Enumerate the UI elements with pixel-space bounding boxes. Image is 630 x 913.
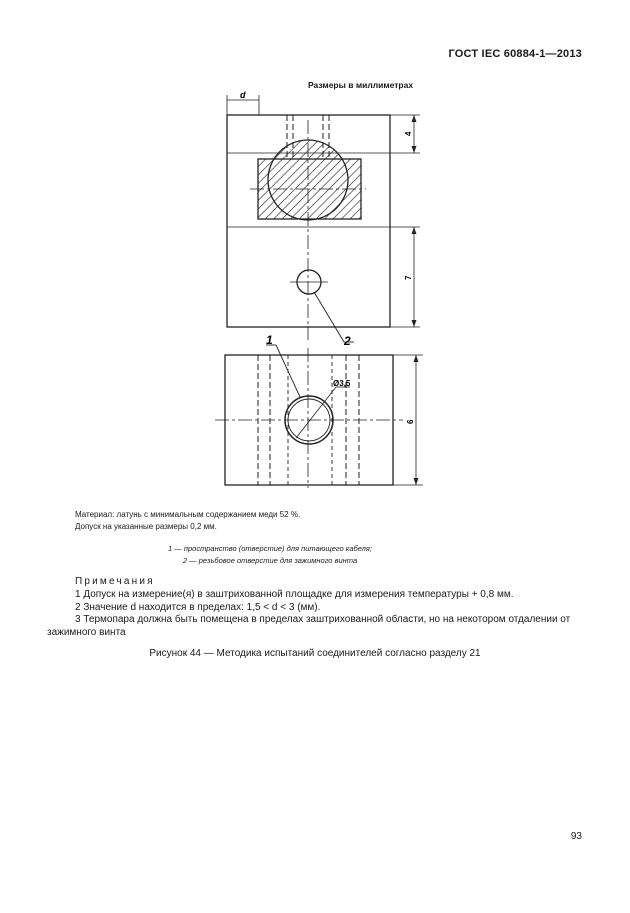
dim-4-label: 4 — [404, 131, 413, 136]
notes-title: Примечания — [75, 576, 155, 587]
legend-item-2: 2 — резьбовое отверстие для зажимного винта — [182, 556, 358, 565]
dim-dia-label: Ø3,5 — [333, 379, 351, 388]
notes-block — [47, 589, 583, 639]
page-number: 93 — [570, 831, 582, 842]
note-1: 1 Допуск на измерение(я) в заштрихованной площадке для измерения температуры + 0,8 мм. — [75, 589, 514, 600]
callout-2: 2 — [344, 334, 351, 348]
material-line: Материал: латунь с минимальным содержанием меди 52 %. — [75, 510, 301, 519]
note-3: 3 Термопара должна быть помещена в пределах заштрихованной области, но на некотором отдалении от зажимного винта — [47, 614, 571, 638]
dim-6-label: 6 — [406, 419, 415, 424]
document-header: ГОСТ IEC 60884-1—2013 — [448, 48, 582, 60]
callout-1: 1 — [266, 333, 273, 347]
technical-drawing — [200, 88, 440, 488]
d-dim-label: d — [240, 90, 246, 100]
figure-caption: Рисунок 44 — Методика испытаний соединителей согласно разделу 21 — [149, 648, 481, 659]
note-2: 2 Значение d находится в пределах: 1,5 < d < 3 (мм). — [75, 601, 321, 613]
units-note: Размеры в миллиметрах — [308, 80, 414, 90]
tolerance-line: Допуск на указанные размеры 0,2 мм. — [75, 522, 217, 531]
hatched-area — [240, 140, 380, 240]
dim-7-label: 7 — [404, 275, 413, 280]
legend-item-1: 1 — пространство (отверстие) для питающего кабеля; — [168, 544, 372, 553]
